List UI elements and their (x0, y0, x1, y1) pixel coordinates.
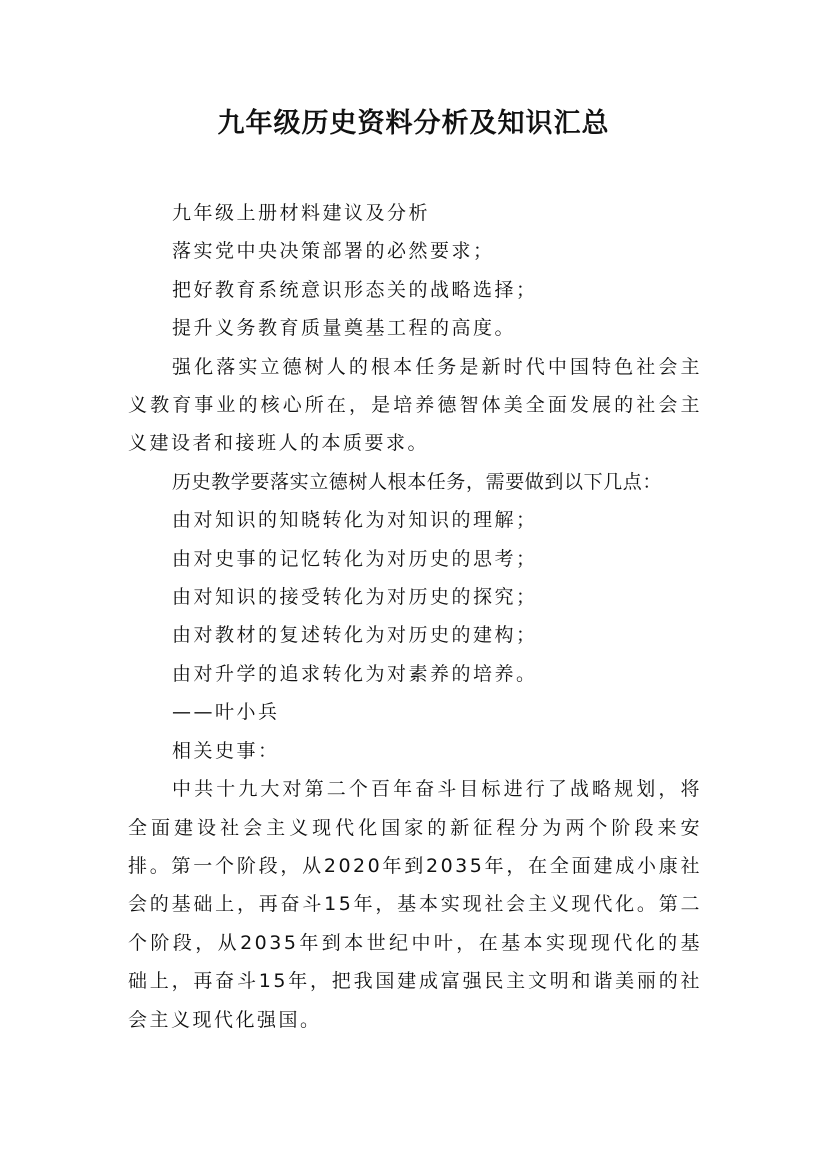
paragraph-related-events: 中共十九大对第二个百年奋斗目标进行了战略规划，将全面建设社会主义现代化国家的新征程分为两个阶段来安排。第一个阶段，从2020年到2035年，在全面建成小康社会的基础上，再奋斗15年，基本实现社会主义现代化。第二个阶段，从2035年到本世纪中叶，在基本实现现代化的基础上，再奋斗15年，把我国建成富强民主文明和谐美丽的社会主义现代化强国。 (128, 778, 702, 1031)
paragraph-heading: 九年级上册材料建议及分析 (172, 202, 431, 224)
paragraph-requirement-1: 落实党中央决策部署的必然要求； (172, 240, 495, 263)
paragraph-related-heading: 相关史事： (172, 739, 280, 762)
document-title: 九年级历史资料分析及知识汇总 (217, 108, 610, 139)
paragraph-point-1: 由对知识的知晓转化为对知识的理解； (172, 509, 538, 532)
paragraph-core-task: 强化落实立德树人的根本任务是新时代中国特色社会主义教育事业的核心所在，是培养德智体美全面发展的社会主义建设者和接班人的本质要求。 (128, 355, 702, 455)
paragraph-point-3: 由对知识的接受转化为对历史的探究； (172, 586, 538, 609)
paragraph-requirement-3: 提升义务教育质量奠基工程的高度。 (172, 317, 517, 340)
paragraph-point-5: 由对升学的追求转化为对素养的培养。 (172, 662, 538, 685)
paragraph-attribution: ——叶小兵 (172, 701, 280, 724)
paragraph-point-4: 由对教材的复述转化为对历史的建构； (172, 624, 538, 647)
paragraph-points-intro: 历史教学要落实立德树人根本任务，需要做到以下几点： (172, 470, 663, 493)
document-body (128, 194, 702, 1039)
paragraph-requirement-2: 把好教育系统意识形态关的战略选择； (172, 278, 538, 301)
paragraph-point-2: 由对史事的记忆转化为对历史的思考； (172, 547, 538, 570)
